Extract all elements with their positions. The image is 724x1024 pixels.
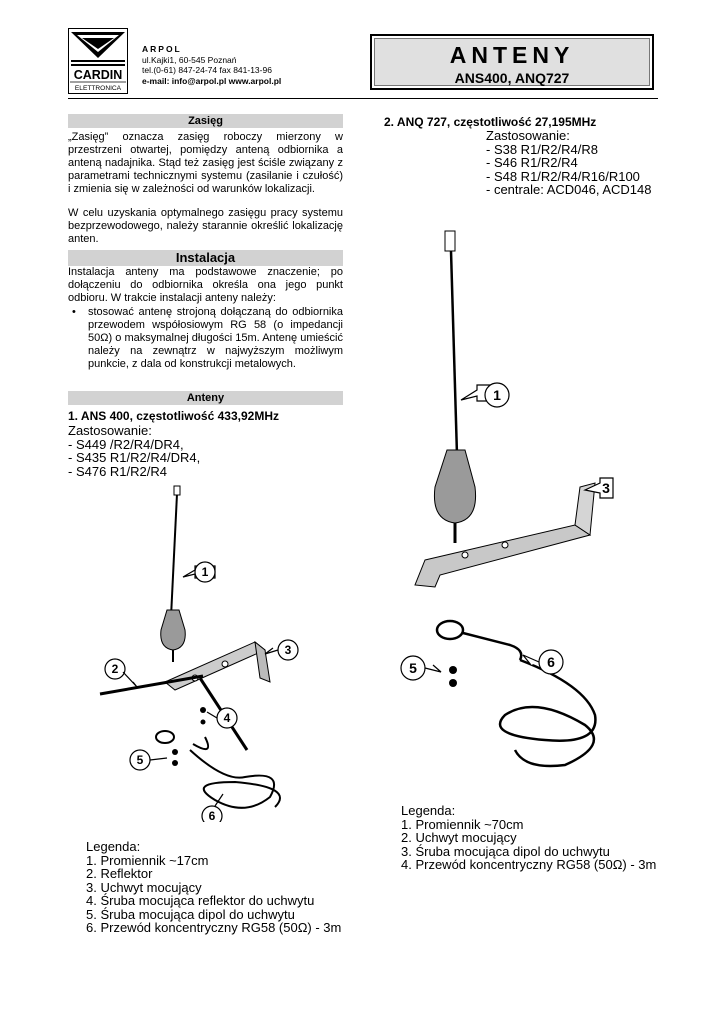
bullet-dot: • [72, 306, 76, 318]
callout-4: 4 [223, 711, 231, 725]
bullet-text: stosować antenę strojoną dołączaną do odbiornika przewodem współosiowym RG 58 (o impedancji 50Ω) o maksymalnej długości 15m. Antenę umieścić należy na zewnątrz w najwyższym możliwym punkcie, z dala od konstrukcji metalowych. [88, 306, 343, 370]
ans400-applications [68, 424, 200, 478]
cardin-logo [68, 28, 128, 94]
callout-3: 3 [602, 480, 610, 496]
section-heading-zasieg: Zasięg [68, 114, 343, 128]
callout-1: 1 [201, 565, 209, 579]
logo-sub: ELETTRONICA [74, 85, 122, 92]
legend-item: 2. Reflektor [86, 866, 153, 881]
header-divider [68, 98, 658, 99]
zasieg-paragraph-2: W celu uzyskania optymalnego zasięgu pracy systemu bezprzewodowego, należy starannie określić lokalizację anten. [68, 207, 343, 245]
callout-5: 5 [409, 660, 417, 676]
ans400-line: - S449 /R2/R4/DR4, [68, 436, 184, 452]
zasieg-paragraph-1: „Zasięg” oznacza zasięg roboczy mierzony w przestrzeni otwartej, pomiędzy anteną odbiornika a anteną nadajnika. Stąd też zasięg jest ściśle związany z parametrami technicznymi systemu (zasilanie i czułość) i zmienia się w zależności od warunków lokalizacji. [68, 131, 343, 195]
ans400-line: - S476 R1/R2/R4 [68, 463, 167, 479]
page-title: ANTENY [449, 42, 575, 68]
legend-item: 4. Przewód koncentryczny RG58 (50Ω) - 3m [401, 857, 657, 872]
company-name: ARPOL [142, 44, 182, 54]
callout-5: 5 [136, 753, 144, 767]
anq727-applications [486, 129, 651, 197]
legend-item: 3. Śruba mocująca dipol do uchwytu [401, 843, 610, 859]
legend-item: 4. Śruba mocująca reflektor do uchwytu [86, 893, 315, 908]
section-heading-instalacja: Instalacja [68, 250, 343, 266]
anq727-line: Zastosowanie: [486, 128, 570, 143]
callout-6: 6 [547, 654, 555, 670]
company-address: ul.Kajki1, 60-545 Poznań [142, 54, 237, 65]
ans400-line: Zastosowanie: [68, 423, 152, 438]
anq727-line: - centrale: ACD046, ACD148 [486, 182, 652, 197]
logo-brand: CARDIN [73, 68, 123, 82]
anq727-legend [401, 804, 656, 872]
instalacja-bullet [68, 306, 343, 371]
anq727-title: 2. ANQ 727, częstotliwość 27,195MHz [384, 115, 597, 129]
ans400-drawing [95, 482, 320, 822]
title-box [370, 34, 654, 90]
callout-1: 1 [493, 387, 501, 403]
ans400-line: - S435 R1/R2/R4/DR4, [68, 450, 201, 465]
ans400-legend [86, 840, 341, 935]
company-contact: e-mail: info@arpol.pl www.arpol.pl [142, 75, 282, 86]
anq727-line: - S48 R1/R2/R4/R16/R100 [486, 168, 640, 184]
legend-item: 1. Promiennik ~17cm [86, 852, 209, 868]
instalacja-paragraph: Instalacja anteny ma podstawowe znaczenie; po dołączeniu do odbiornika określa ona jego punkt odbioru. W trakcie instalacji anteny należy: [68, 266, 343, 304]
anq727-drawing [395, 225, 615, 780]
anq727-line: - S38 R1/R2/R4/R8 [486, 141, 598, 157]
page-subtitle: ANS400, ANQ727 [454, 70, 570, 86]
callout-2: 2 [111, 662, 119, 676]
legend-item: 5. Śruba mocująca dipol do uchwytu [86, 906, 295, 922]
company-phone: tel.(0-61) 847-24-74 fax 841-13-96 [142, 65, 272, 75]
anq727-line: - S46 R1/R2/R4 [486, 155, 578, 170]
legend-item: 6. Przewód koncentryczny RG58 (50Ω) - 3m [86, 920, 342, 935]
ans400-title: 1. ANS 400, częstotliwość 433,92MHz [68, 409, 279, 423]
legend-item: 2. Uchwyt mocujący [401, 830, 517, 845]
callout-6: 6 [208, 809, 216, 822]
callout-3: 3 [284, 643, 292, 657]
section-heading-anteny: Anteny [68, 391, 343, 405]
legend-title: Legenda: [401, 803, 456, 818]
company-info [142, 44, 281, 86]
legend-item: 1. Promiennik ~70cm [401, 816, 524, 832]
legend-item: 3. Uchwyt mocujący [86, 879, 202, 895]
legend-title: Legenda: [86, 839, 141, 854]
